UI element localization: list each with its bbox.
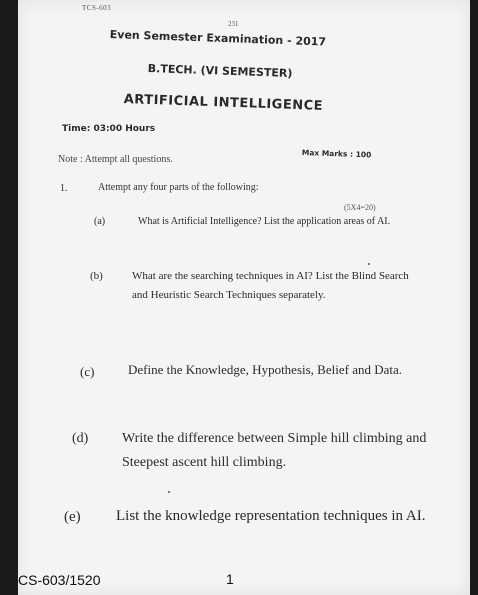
exam-paper-page xyxy=(18,0,470,595)
part-a-label: (a) xyxy=(94,216,106,227)
stray-mark xyxy=(168,491,170,493)
part-e-label: (e) xyxy=(64,509,81,525)
part-c-text: Define the Knowledge, Hypothesis, Belief and Data. xyxy=(128,362,403,377)
part-d-text: Write the difference between Simple hill climbing and Steepest ascent hill climbing. xyxy=(122,431,427,470)
serial-number: 231 xyxy=(228,20,239,28)
part-b-text: What are the searching techniques in AI? List the Blind Search and Heuristic Search Techniques separately. xyxy=(132,270,409,301)
exam-title: Even Semester Examination - 2017 xyxy=(109,28,327,49)
page-number: 1 xyxy=(226,571,234,587)
time-info: Time: 03:00 Hours xyxy=(62,124,156,134)
part-e-text: List the knowledge representation techniques in AI. xyxy=(116,508,426,524)
question-marks: (5X4=20) xyxy=(344,203,376,212)
part-a-text: What is Artificial Intelligence? List the application areas of AI. xyxy=(138,216,391,227)
part-c-label: (c) xyxy=(80,364,95,379)
question-number: 1. xyxy=(60,183,68,194)
question-instruction: Attempt any four parts of the following: xyxy=(98,182,259,193)
stray-mark xyxy=(368,263,370,265)
part-d-label: (d) xyxy=(72,431,89,446)
course-title: B.TECH. (VI SEMESTER) xyxy=(147,62,293,81)
footer-paper-code: CS-603/1520 xyxy=(18,572,101,588)
max-marks: Max Marks : 100 xyxy=(301,148,372,160)
paper-code: TCS-603 xyxy=(82,4,112,12)
subject-title: ARTIFICIAL INTELLIGENCE xyxy=(123,92,324,114)
part-b-label: (b) xyxy=(90,270,103,282)
note-text: Note : Attempt all questions. xyxy=(58,154,173,165)
